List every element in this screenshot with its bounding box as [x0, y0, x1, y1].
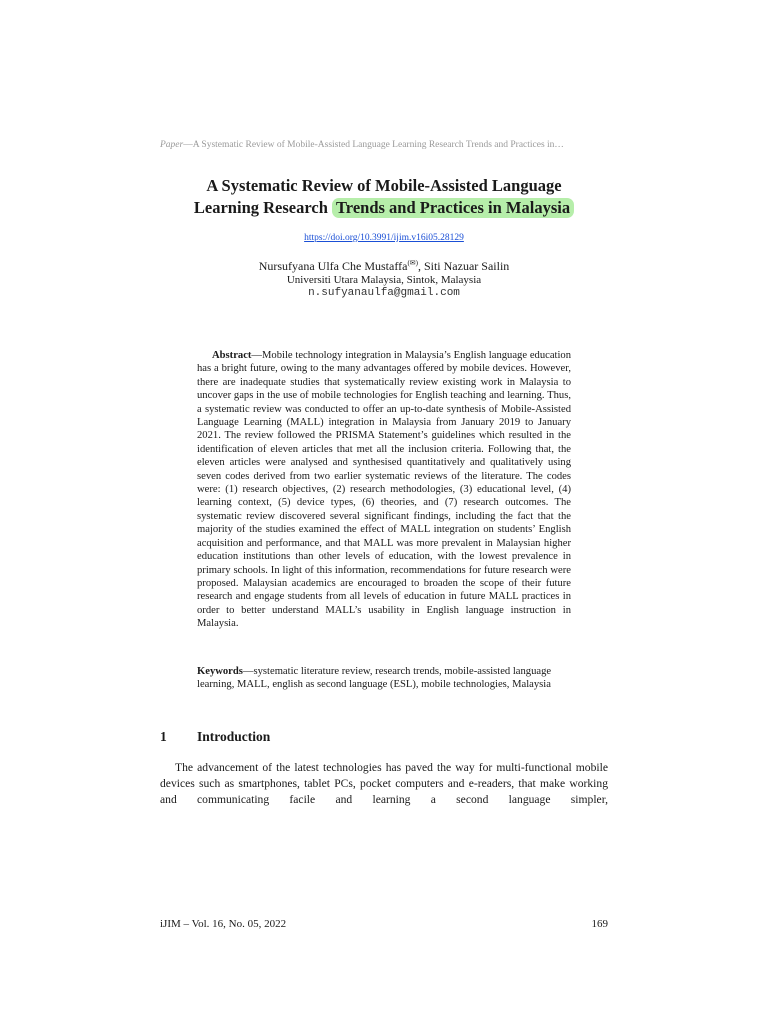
author-list [0, 259, 768, 274]
title-line-1: A Systematic Review of Mobile-Assisted Language [206, 176, 562, 195]
corresponding-author-mark: (✉) [407, 259, 418, 267]
running-header-lead: Paper [160, 140, 184, 150]
running-header [160, 140, 608, 150]
affiliation: Universiti Utara Malaysia, Sintok, Malaysia [286, 274, 482, 286]
page-footer [160, 918, 608, 930]
keywords-label: Keywords [197, 666, 243, 677]
title-line-2: Learning Research [193, 198, 328, 217]
author-rest: , Siti Nazuar Sailin [417, 259, 510, 273]
paper-title [150, 175, 618, 219]
running-header-text: —A Systematic Review of Mobile-Assisted Language Learning Research Trends and Practices in… [183, 140, 564, 150]
author-first: Nursufyana Ulfa Che Mustaffa [258, 259, 408, 273]
title-highlight: Trends and Practices in Malaysia [332, 198, 574, 218]
keywords-text: —systematic literature review, research trends, mobile-assisted language learning, MALL, english as second language (ESL), mobile technologies, Malaysia [197, 666, 552, 691]
keywords [197, 665, 571, 692]
author-email[interactable]: n.sufyanaulfa@gmail.com [308, 287, 460, 299]
abstract [197, 349, 571, 631]
abstract-text: —Mobile technology integration in Malaysia’s English language education has a bright future, owing to the many advantages offered by mobile devices. However, there are inadequate studies that systematically review existing work in Malaysia to uncover gaps in the use of mobile technologies for English teaching and learning. Thus, a systematic review was conducted to offer an up-to-date synthesis of Mobile-Assisted Language Learning (MALL) integration in Malaysia from January 2019 to January 2021. The review followed the PRISMA Statement’s guidelines which resulted in the identification of eleven articles that met all the inclusion criteria. Following that, the eleven articles were analysed and synthesised quantitatively and qualitatively using seven codes derived from two earlier systematic reviews of the literature. The codes were: (1) research objectives, (2) research methodologies, (3) educational level, (4) learning context, (5) device types, (6) theories, and (7) research outcomes. The systematic review discovered several significant findings, including the fact that the majority of the studies examined the effect of MALL integration on students’ English acquisition and performance, and that MALL was more prevalent in Malaysian higher education institutions than other levels of education, with the lowest prevalence in primary schools. In light of this information, recommendations for future research were proposed. Malaysian academics are encouraged to broaden the scope of their future research and engage students from all levels of education in future MALL practices in order to better understand MALL’s usability in English language instruction in Malaysia. [197, 350, 571, 630]
footer-journal: iJIM – Vol. 16, No. 05, 2022 [160, 918, 287, 930]
intro-paragraph: The advancement of the latest technologies has paved the way for multi-functional mobile devices such as smartphones, tablet PCs, pocket computers and e-readers, that make working and communicating facile and learning a second language simpler, [160, 761, 608, 806]
doi-link[interactable]: https://doi.org/10.3991/ijim.v16i05.28129 [304, 233, 464, 243]
abstract-label: Abstract [212, 350, 252, 361]
section-number: 1 [160, 729, 167, 744]
page-number: 169 [591, 918, 608, 930]
section-heading-introduction [160, 729, 608, 745]
section-title: Introduction [197, 729, 271, 744]
